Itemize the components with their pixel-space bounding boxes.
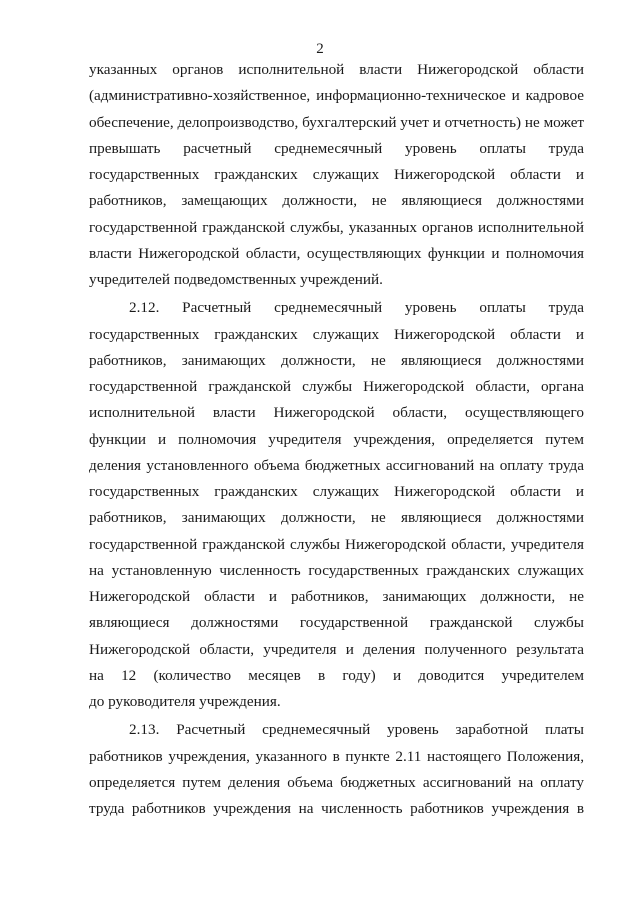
text-line: труда работников учреждения на численность работников учреждения в [89,800,584,817]
text-line: Нижегородской области и работников, занимающих должности, не [89,588,584,605]
text-line: на установленную численность государственных гражданских служащих [89,561,584,579]
text-line: обеспечение, делопроизводство, бухгалтерский учет и отчетность) не может [89,113,585,131]
text-line: государственных гражданских служащих Нижегородской области и [89,483,584,500]
text-line: на 12 (количество месяцев в году) и доводится учредителем [89,666,584,684]
document-body [89,57,584,822]
paragraph-continuation [89,57,584,293]
text-line: работников, занимающих должности, не являющиеся должностями [89,509,584,527]
text-line: государственных гражданских служащих Нижегородской области и [89,166,584,183]
clause-heading-line: 2.13. Расчетный среднемесячный уровень заработной платы [129,721,584,739]
text-line: указанных органов исполнительной власти Нижегородской области [89,61,584,78]
text-line: работников, занимающих должности, не являющиеся должностями [89,351,584,369]
text-line: до руководителя учреждения. [89,693,281,710]
text-line: работников, замещающих должности, не являющиеся должностями [89,192,584,210]
text-line: государственных гражданских служащих Нижегородской области и [89,325,584,343]
text-line: власти Нижегородской области, осуществляющих функции и полномочия [89,244,584,262]
clause-heading-line: 2.12. Расчетный среднемесячный уровень оплаты труда [129,299,584,317]
text-line: учредителей подведомственных учреждений. [89,271,383,288]
text-line: работников учреждения, указанного в пункте 2.11 настоящего Положения, [89,747,584,765]
text-line: исполнительной власти Нижегородской области, осуществляющего [89,404,584,422]
text-line: превышать расчетный среднемесячный уровень оплаты труда [89,139,584,157]
text-line: деления установленного объема бюджетных ассигнований на оплату труда [89,456,584,474]
text-line: государственной гражданской службы Нижегородской области, учредителя [89,535,584,553]
paragraph-clause-2-12 [89,295,584,715]
text-line: (административно-хозяйственное, информационно-техническое и кадровое [89,87,584,105]
text-line: Нижегородской области, учредителя и деления полученного результата [89,640,584,658]
page-number: 2 [316,41,324,57]
text-line: определяется путем деления объема бюджетных ассигнований на оплату [89,773,584,791]
text-line: государственной гражданской службы, указанных органов исполнительной [89,218,584,236]
text-line: являющиеся должностями государственной гражданской службы [89,614,584,632]
paragraph-clause-2-13 [89,717,584,822]
text-line: государственной гражданской службы Нижегородской области, органа [89,378,584,395]
text-line: функции и полномочия учредителя учреждения, определяется путем [89,430,584,448]
